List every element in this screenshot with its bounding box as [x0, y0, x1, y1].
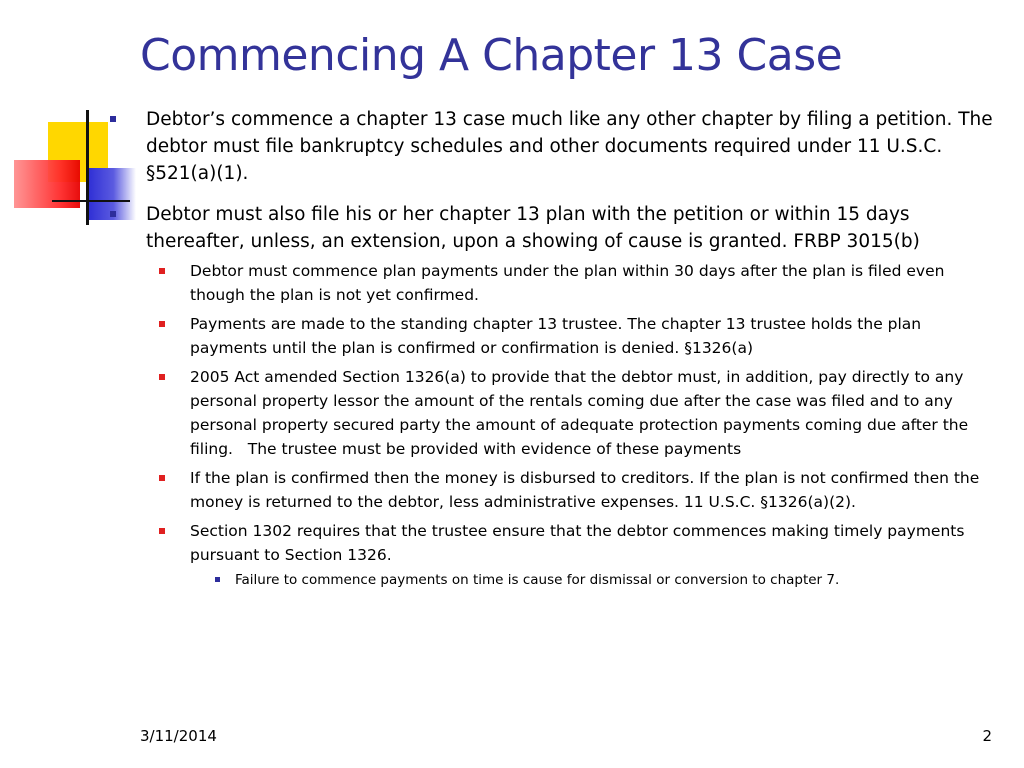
sub-bullet-text: Section 1302 requires that the trustee ensure that the debtor commences making timely payments pursuant to Section 1326.	[190, 522, 965, 564]
red-square-bullet-icon	[159, 475, 165, 481]
sub-bullet-item	[190, 519, 1000, 567]
sub-bullet-text: Debtor must commence plan payments under the plan within 30 days after the plan is filed even though the plan is not yet confirmed.	[190, 262, 945, 304]
red-square-bullet-icon	[159, 374, 165, 380]
bullet-item	[104, 201, 1004, 255]
sub-bullet-text: 2005 Act amended Section 1326(a) to provide that the debtor must, in addition, pay directly to any personal property lessor the amount of the rentals coming due after the case was filed and to any personal property secured party the amount of adequate protection payments coming due after the filing. The trustee must be provided with evidence of these payments	[190, 368, 974, 458]
sub-bullet-item	[190, 312, 1000, 360]
sub-bullet-text: If the plan is confirmed then the money is disbursed to creditors. If the plan is not confirmed then the money is returned to the debtor, less administrative expenses. 11 U.S.C. §1326(a)(2).	[190, 469, 980, 511]
sub-sub-bullet-text: Failure to commence payments on time is cause for dismissal or conversion to chapter 7.	[235, 572, 840, 588]
footer-date: 3/11/2014	[140, 727, 217, 745]
logo-vertical-line	[86, 110, 89, 225]
sub-bullet-text: Payments are made to the standing chapter 13 trustee. The chapter 13 trustee holds the plan payments until the plan is confirmed or confirmation is denied. §1326(a)	[190, 315, 922, 357]
square-bullet-icon	[215, 577, 220, 582]
sub-bullet-item	[190, 466, 1000, 514]
square-bullet-icon	[110, 116, 116, 122]
red-square-bullet-icon	[159, 528, 165, 534]
slide-content	[104, 106, 1004, 590]
square-bullet-icon	[110, 211, 116, 217]
sub-bullet-item	[190, 365, 1000, 461]
sub-sub-bullet-item	[235, 570, 1004, 590]
red-square-bullet-icon	[159, 268, 165, 274]
footer-page-number: 2	[982, 727, 992, 745]
bullet-text: Debtor’s commence a chapter 13 case much like any other chapter by filing a petition. The debtor must file bankruptcy schedules and other documents required under 11 U.S.C. §521(a)(1).	[146, 109, 993, 184]
slide-title: Commencing A Chapter 13 Case	[140, 30, 843, 81]
red-square-bullet-icon	[159, 321, 165, 327]
bullet-item	[104, 106, 1004, 187]
sub-bullet-list	[104, 259, 1004, 590]
bullet-text: Debtor must also file his or her chapter 13 plan with the petition or within 15 days thereafter, unless, an extension, upon a showing of cause is granted. FRBP 3015(b)	[146, 204, 920, 252]
sub-bullet-item	[190, 259, 1000, 307]
